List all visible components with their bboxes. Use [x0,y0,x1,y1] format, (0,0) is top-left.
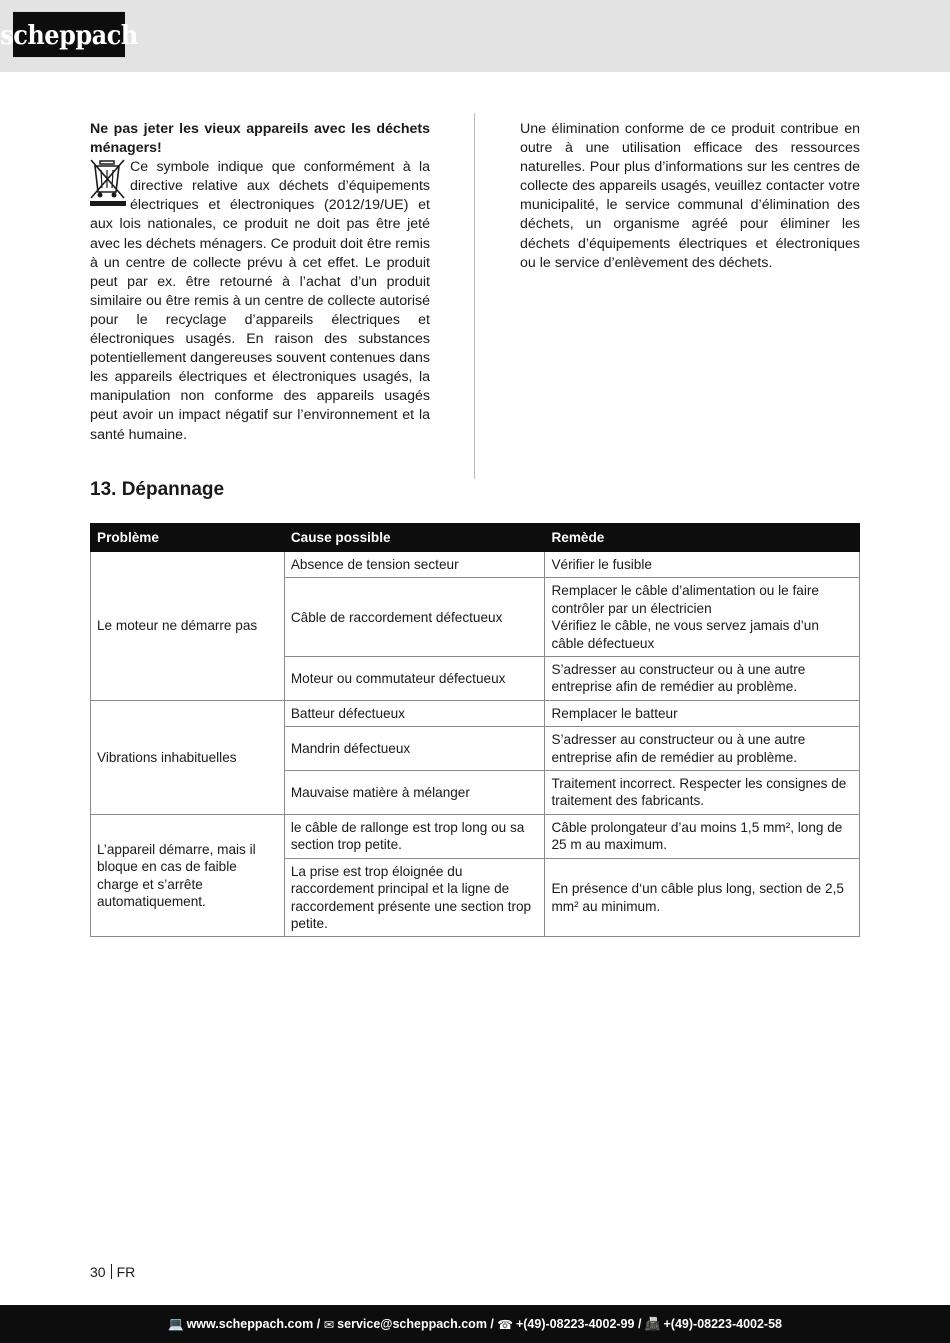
disposal-body: Ce symbole indique que conformément à la directive relative aux déchets d’équipements électriques et électroniques (2012/19/UE) et aux lois nationales, ce produit ne doit pas être jeté avec les déchets ménagers. Ce produit doit être remis à un centre de collecte prévu à cet effet. Le produit peut par ex. être retourné à l’achat d’un produit similaire ou être remis à un centre de collecte autorisé pour le recyclage d’appareils électriques et électroniques usagés. En raison des substances potentiellement dangereuses souvent contenues dans les appareils électriques et électroniques usagés, la manipulation non conforme des appareils usagés peut avoir un impact négatif sur l’environnement et la santé humaine. [90,159,430,443]
scheppach-logo: scheppach [13,12,125,57]
cause-cell: Absence de tension secteur [284,552,545,578]
cause-cell: Mandrin défectueux [284,727,545,771]
problem-cell: L’appareil démarre, mais il bloque en cas de faible charge et s’arrête automatiquement. [91,814,285,936]
contact-bar [0,1305,950,1343]
table-row [91,700,860,726]
computer-icon: 💻 [168,1316,184,1331]
remedy-cell: S’adresser au constructeur ou à une autre entreprise afin de remédier au problème. [545,727,860,771]
column-divider [474,113,475,479]
separator: / [637,1317,642,1331]
cause-cell: Moteur ou commutateur défectueux [284,657,545,701]
phone-number: +(49)-08223-4002-99 [515,1317,635,1331]
fax-number: +(49)-08223-4002-58 [663,1317,782,1331]
mail-icon: ✉ [323,1317,335,1332]
problem-cell: Le moteur ne démarre pas [91,552,285,701]
table-row [91,814,860,858]
remedy-cell: Vérifier le fusible [545,552,860,578]
page-number: 30 [90,1264,106,1280]
disposal-notice [90,120,430,445]
section-title: 13. Dépannage [90,479,225,500]
separator: / [490,1317,494,1331]
remedy-cell: Remplacer le câble d’alimentation ou le faire contrôler par un électricien Vérifiez le câble, ne vous servez jamais d’un câble défectueux [545,578,860,657]
page-footer-label [90,1264,135,1280]
separator-bar [111,1264,112,1279]
header-cause: Cause possible [284,524,545,552]
cause-cell: Mauvaise matière à mélanger [284,771,545,815]
crossed-bin-icon [90,158,126,206]
remedy-cell: S’adresser au constructeur ou à une autre entreprise afin de remédier au problème. [545,657,860,701]
language-code: FR [116,1264,136,1280]
fax-icon: 📠 [644,1316,661,1331]
header-remedy: Remède [545,524,860,552]
problem-cell: Vibrations inhabituelles [91,700,285,814]
disposal-notice-continued: Une élimination conforme de ce produit contribue en outre à une utilisation efficace des ressources naturelles. Pour plus d’informations sur les centres de collecte des appareils usagés, veuillez contacter votre municipalité, le service communal d’élimination des déchets, un organisme agréé pour éliminer les déchets d’équipements électriques et électroniques ou le service d’enlèvement des déchets. [520,121,860,271]
remedy-cell: En présence d‘un câble plus long, section de 2,5 mm² au minimum. [545,858,860,937]
email-link[interactable]: service@scheppach.com [337,1317,487,1331]
cause-cell: Câble de raccordement défectueux [284,578,545,657]
telephone-icon: ☎ [497,1317,513,1332]
separator: / [316,1317,321,1331]
page-header [0,0,950,72]
remedy-cell: Câble prolongateur d’au moins 1,5 mm², long de 25 m au maximum. [545,814,860,858]
cause-cell: Batteur défectueux [284,700,545,726]
table-row [91,552,860,578]
header-problem: Problème [91,524,285,552]
remedy-cell: Remplacer le batteur [545,700,860,726]
website-link[interactable]: www.scheppach.com [186,1317,314,1331]
cause-cell: La prise est trop éloignée du raccordement principal et la ligne de raccordement présente une section trop petite. [284,858,545,937]
table-header-row [91,524,860,552]
disposal-heading: Ne pas jeter les vieux appareils avec les déchets ménagers! [90,121,430,157]
troubleshooting-table [90,523,860,937]
remedy-cell: Traitement incorrect. Respecter les consignes de traitement des fabricants. [545,771,860,815]
cause-cell: le câble de rallonge est trop long ou sa section trop petite. [284,814,545,858]
